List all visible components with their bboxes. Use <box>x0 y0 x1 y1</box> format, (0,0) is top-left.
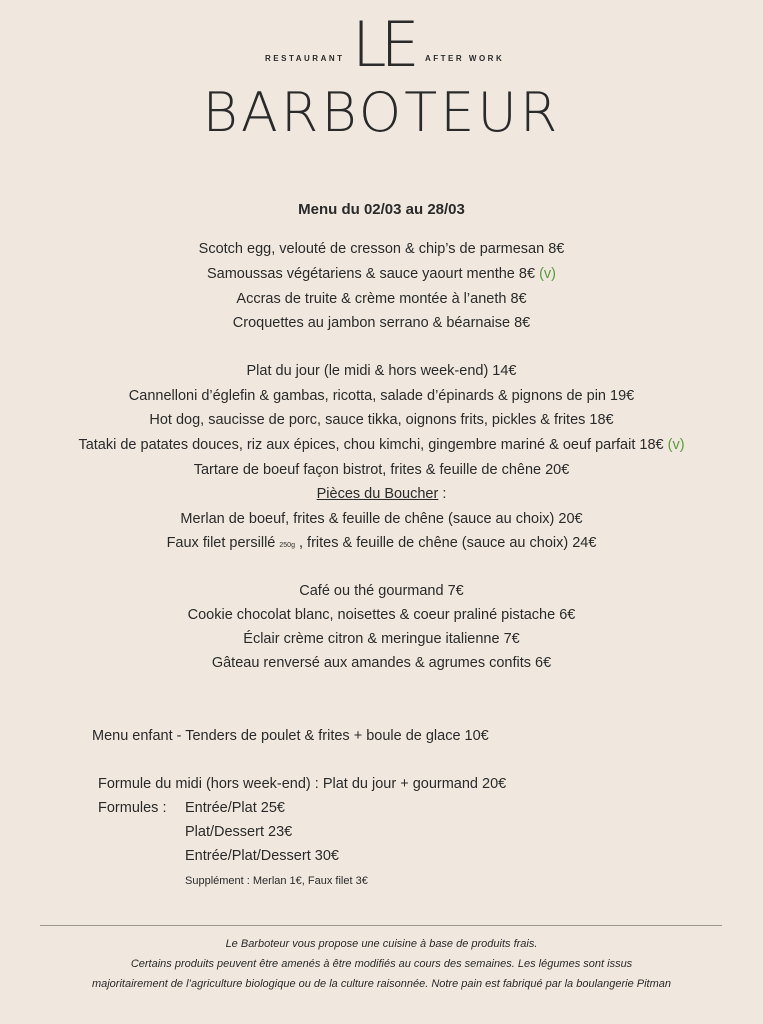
menu-title: Menu du 02/03 au 28/03 <box>298 201 465 218</box>
supplement-note: Supplément : Merlan 1€, Faux filet 3€ <box>185 875 368 887</box>
butcher-heading: Pièces du Boucher : <box>316 486 447 502</box>
footer-line: Certains produits peuvent être amenés à être modifiés au cours des semaines. Les légumes sont issus <box>130 958 633 970</box>
main-item: Hot dog, saucisse de porc, sauce tikka, oignons frits, pickles & frites 18€ <box>149 412 614 428</box>
starter-item: Scotch egg, velouté de cresson & chip’s de parmesan 8€ <box>198 241 565 257</box>
dessert-item: Gâteau renversé aux amandes & agrumes confits 6€ <box>211 655 552 671</box>
formule-midi: Formule du midi (hors week-end) : Plat du jour + gourmand 20€ <box>98 776 507 792</box>
logo-afterwork-word: AFTER WORK <box>425 54 505 63</box>
dessert-item: Café ou thé gourmand 7€ <box>299 583 464 599</box>
butcher-item: Faux filet persillé 250g , frites & feuille de chêne (sauce au choix) 24€ <box>166 535 597 551</box>
footer-line: majoritairement de l’agriculture biologique ou de la culture raisonnée. Notre pain est fabriqué par la boulangerie Pitman <box>91 978 672 990</box>
formule-option: Entrée/Plat/Dessert 30€ <box>185 848 339 864</box>
logo-restaurant-word: RESTAURANT <box>265 54 345 63</box>
kids-menu: Menu enfant - Tenders de poulet & frites + boule de glace 10€ <box>92 728 489 744</box>
dessert-item: Éclair crème citron & meringue italienne 7€ <box>243 631 520 647</box>
starter-item: Croquettes au jambon serrano & béarnaise 8€ <box>232 315 531 331</box>
starter-item: Samoussas végétariens & sauce yaourt menthe 8€ (v) <box>206 266 556 282</box>
main-item: Tataki de patates douces, riz aux épices, chou kimchi, gingembre mariné & oeuf parfait 18€ (v) <box>78 437 685 453</box>
logo-name: BARBOTEUR <box>202 81 561 144</box>
vegetarian-badge: (v) <box>539 266 556 282</box>
footer-line: Le Barboteur vous propose une cuisine à base de produits frais. <box>225 938 538 950</box>
starter-item: Accras de truite & crème montée à l’aneth 8€ <box>236 291 527 307</box>
vegetarian-badge: (v) <box>667 437 685 453</box>
main-item: Tartare de boeuf façon bistrot, frites & feuille de chêne 20€ <box>193 462 570 478</box>
main-item: Plat du jour (le midi & hors week-end) 14€ <box>246 363 517 379</box>
main-item: Cannelloni d’églefin & gambas, ricotta, salade d’épinards & pignons de pin 19€ <box>128 388 635 404</box>
formules-label: Formules : <box>98 800 167 816</box>
formule-option: Entrée/Plat 25€ <box>185 800 285 816</box>
logo-le: LE <box>352 8 414 81</box>
weight-label: 250g <box>279 542 295 549</box>
formule-option: Plat/Dessert 23€ <box>185 824 293 840</box>
footer-divider <box>40 925 722 926</box>
restaurant-logo <box>0 10 763 150</box>
butcher-item: Merlan de boeuf, frites & feuille de chêne (sauce au choix) 20€ <box>180 511 583 527</box>
dessert-item: Cookie chocolat blanc, noisettes & coeur praliné pistache 6€ <box>187 607 576 623</box>
